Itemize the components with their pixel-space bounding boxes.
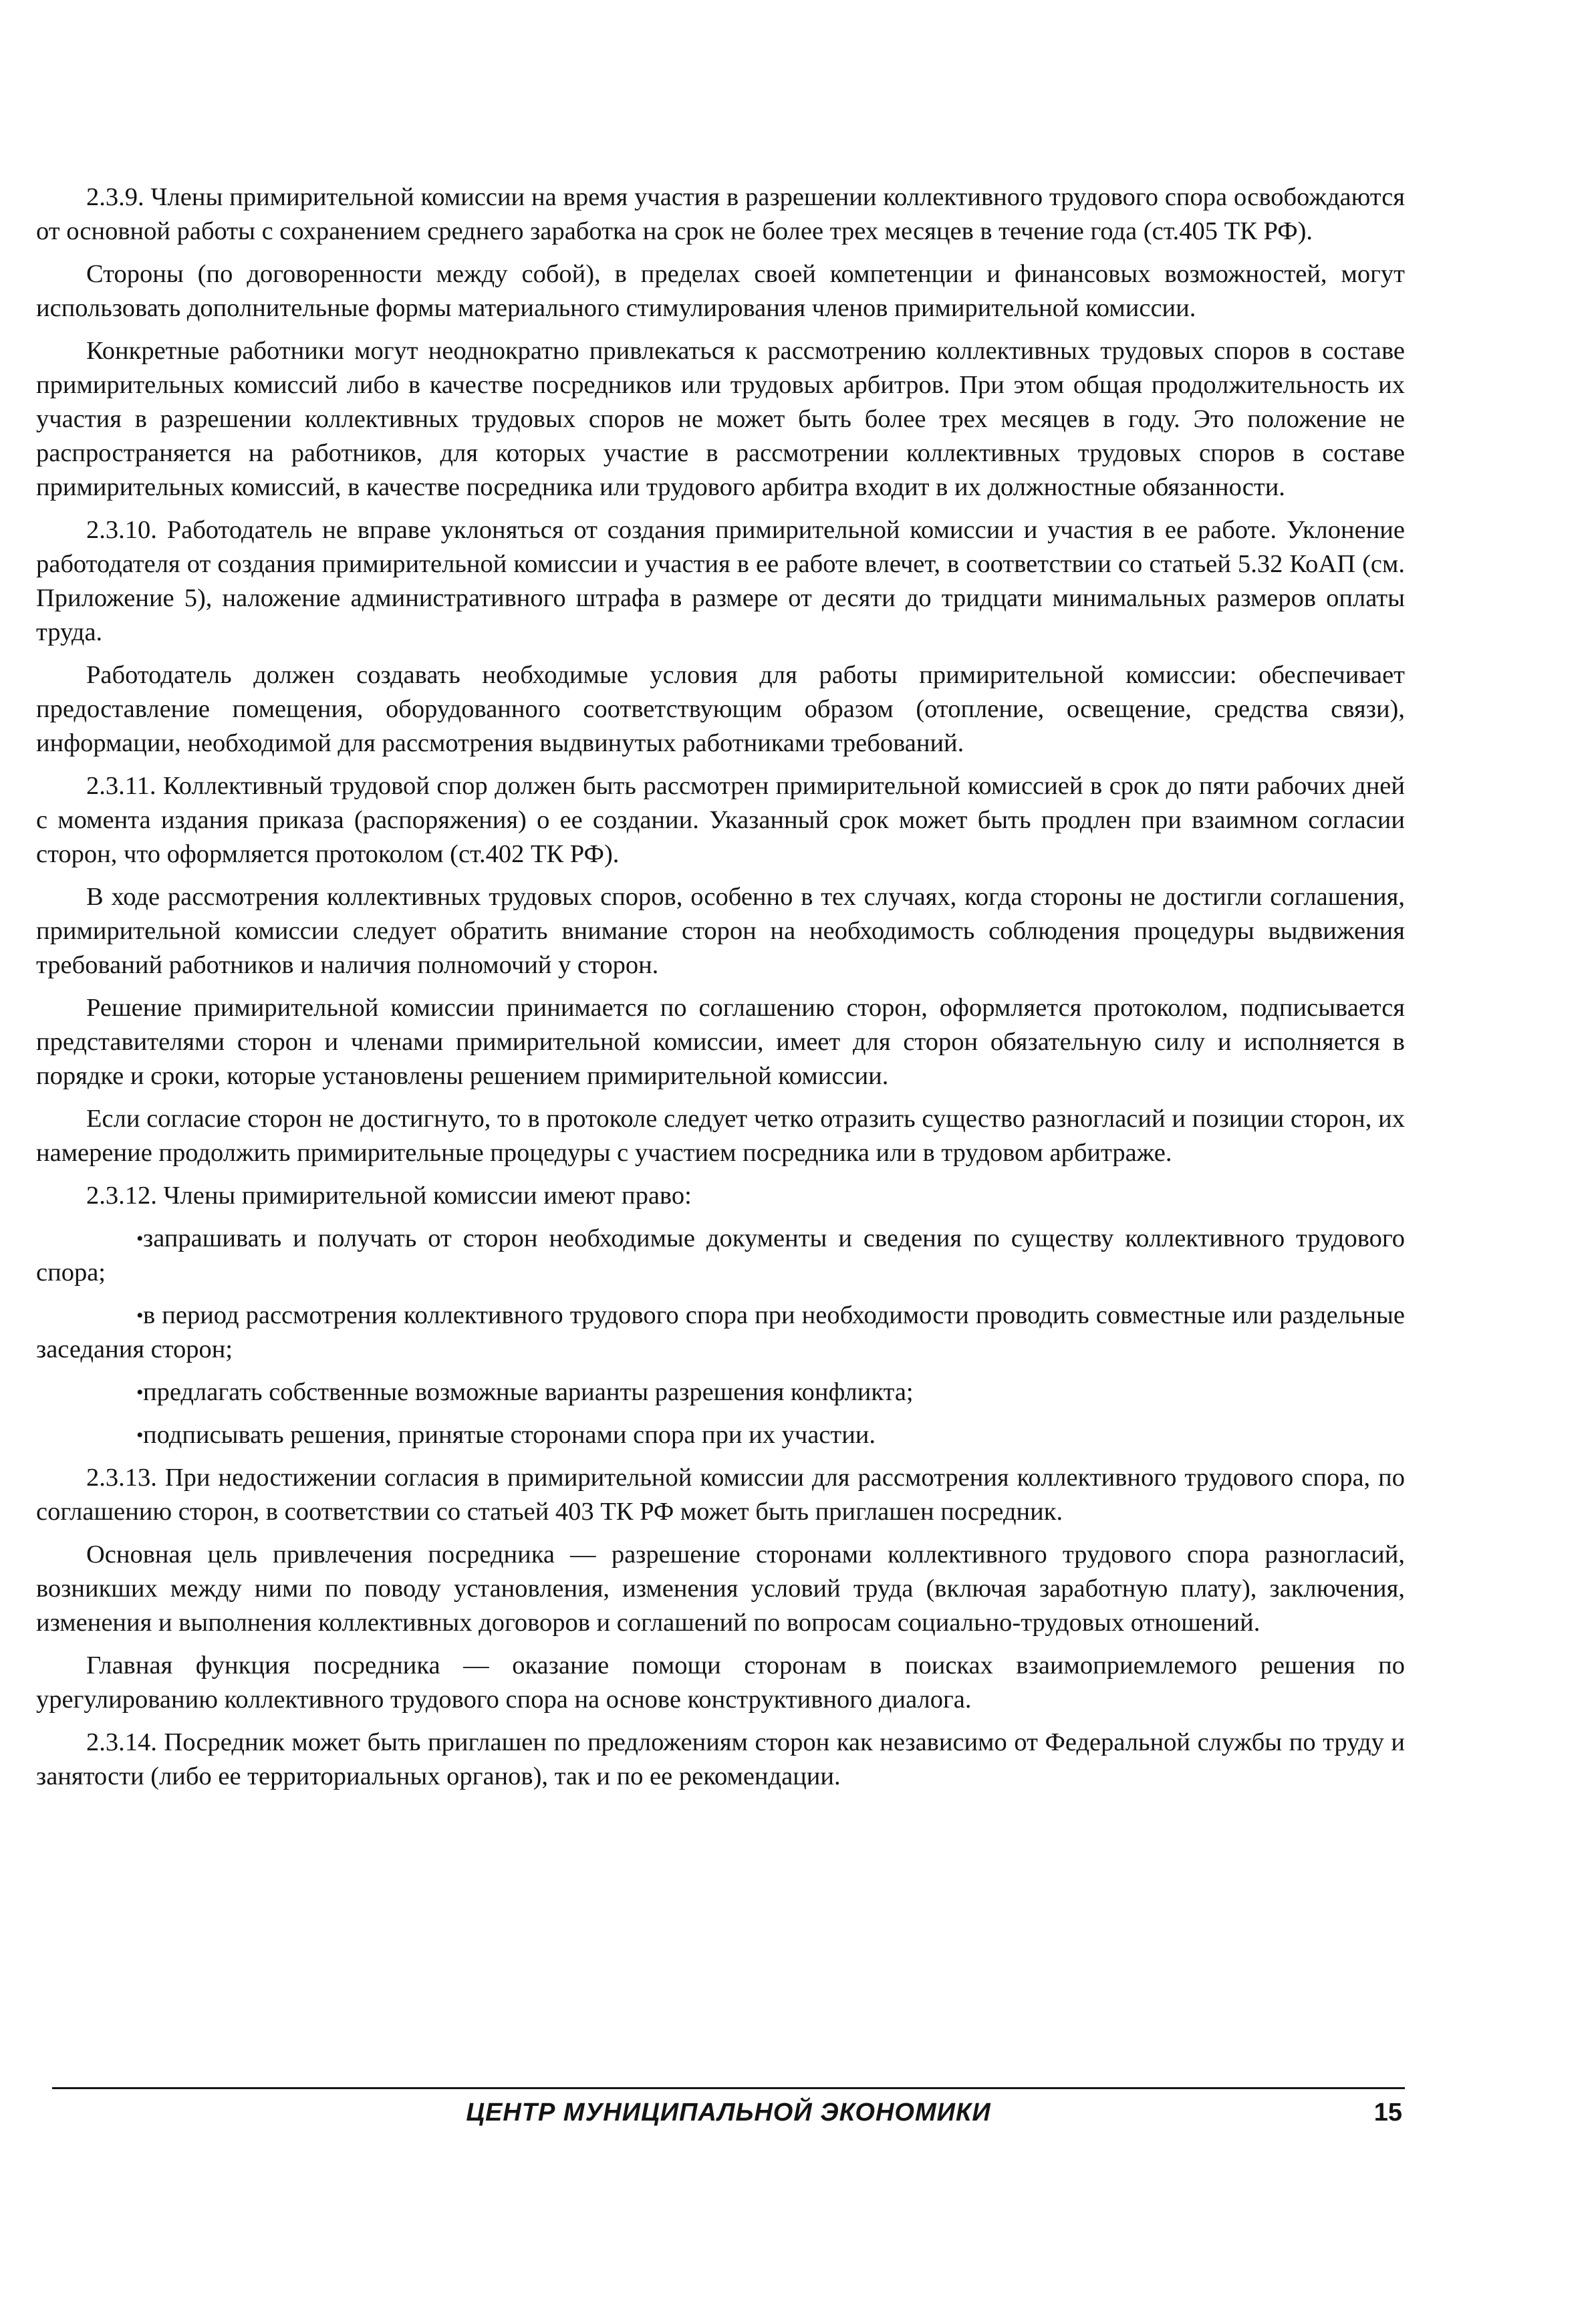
footer-title: ЦЕНТР МУНИЦИПАЛЬНОЙ ЭКОНОМИКИ: [466, 2099, 991, 2127]
paragraph: Основная цель привлечения посредника — разрешение сторонами коллективного трудового спора разногласий, возникших между ними по поводу установления, изменения условий труда (включая заработную плату), заключения, изменения и выполнения коллективных договоров и соглашений по вопросам социально-трудовых отношений.: [36, 1540, 1405, 1637]
page-number: 15: [1373, 2099, 1402, 2127]
paragraph: Главная функция посредника — оказание помощи сторонам в поисках взаимоприемлемого решения по урегулированию коллективного трудового спора на основе конструктивного диалога.: [36, 1651, 1405, 1714]
paragraph: Работодатель должен создавать необходимые условия для работы примирительной комиссии: обеспечивает предоставление помещения, оборудованного соответствующим образом (отопление, освещение, средства связи), информации, необходимой для рассмотрения выдвинутых работниками требований.: [36, 661, 1405, 757]
page-body: [36, 180, 1405, 1802]
paragraph: Стороны (по договоренности между собой), в пределах своей компетенции и финансовых возможностей, могут использовать дополнительные формы материального стимулирования членов примирительной комиссии.: [36, 260, 1405, 322]
paragraph: 2.3.12. Члены примирительной комиссии имеют право:: [86, 1182, 692, 1210]
paragraph: 2.3.13. При недостижении согласия в примирительной комиссии для рассмотрения коллективного трудового спора, по соглашению сторон, в соответствии со статьей 403 ТК РФ может быть приглашен посредник.: [36, 1464, 1405, 1526]
paragraph: 2.3.10. Работодатель не вправе уклоняться от создания примирительной комиссии и участия в ее работе. Уклонение работодателя от создания примирительной комиссии и участия в ее работе влечет, в соответствии со статьей 5.32 КоАП (см. Приложение 5), наложение административного штрафа в размере от десяти до тридцати минимальных размеров оплаты труда.: [36, 516, 1405, 646]
list-item: [36, 1375, 1405, 1409]
list-item-text: в период рассмотрения коллективного трудового спора при необходимости проводить совместные или раздельные заседания сторон;: [36, 1301, 1405, 1363]
paragraph: 2.3.9. Члены примирительной комиссии на время участия в разрешении коллективного трудового спора освобождаются от основной работы с сохранением среднего заработка на срок не более трех месяцев в течение года (ст.405 ТК РФ).: [36, 183, 1405, 245]
bullet-icon: •: [136, 1228, 144, 1250]
list-item-text: запрашивать и получать от сторон необходимые документы и сведения по существу коллективного трудового спора;: [36, 1224, 1405, 1287]
list-item: [36, 1418, 1405, 1452]
footer-divider: [52, 2087, 1405, 2089]
bullet-icon: •: [136, 1381, 144, 1403]
bullet-icon: •: [136, 1424, 144, 1446]
paragraph: 2.3.11. Коллективный трудовой спор должен быть рассмотрен примирительной комиссией в срок до пяти рабочих дней с момента издания приказа (распоряжения) о ее создании. Указанный срок может быть продлен при взаимном согласии сторон, что оформляется протоколом (ст.402 ТК РФ).: [36, 772, 1405, 868]
list-item-text: подписывать решения, принятые сторонами спора при их участии.: [143, 1421, 876, 1449]
list-item: [36, 1299, 1405, 1367]
rights-list: [36, 1222, 1405, 1452]
paragraph: Решение примирительной комиссии принимается по соглашению сторон, оформляется протоколом, подписывается представителями сторон и членами примирительной комиссии, имеет для сторон обязательную силу и исполняется в порядке и сроки, которые установлены решением примирительной комиссии.: [36, 994, 1405, 1090]
paragraph: 2.3.14. Посредник может быть приглашен по предложениям сторон как независимо от Федеральной службы по труду и занятости (либо ее территориальных органов), так и по ее рекомендации.: [36, 1728, 1405, 1790]
list-item: [36, 1222, 1405, 1290]
paragraph: Если согласие сторон не достигнуто, то в протоколе следует четко отразить существо разногласий и позиции сторон, их намерение продолжить примирительные процедуры с участием посредника или в трудовом арбитраже.: [36, 1105, 1405, 1167]
list-item-text: предлагать собственные возможные варианты разрешения конфликта;: [143, 1378, 914, 1406]
paragraph: Конкретные работники могут неоднократно привлекаться к рассмотрению коллективных трудовых споров в составе примирительных комиссий либо в качестве посредников или трудовых арбитров. При этом общая продолжительность их участия в разрешении коллективных трудовых споров не может быть более трех месяцев в году. Это положение не распространяется на работников, для которых участие в рассмотрении коллективных трудовых споров в составе примирительных комиссий, в качестве посредника или трудового арбитра входит в их должностные обязанности.: [36, 337, 1405, 501]
paragraph: В ходе рассмотрения коллективных трудовых споров, особенно в тех случаях, когда стороны не достигли соглашения, примирительной комиссии следует обратить внимание сторон на необходимость соблюдения процедуры выдвижения требований работников и наличия полномочий у сторон.: [36, 883, 1405, 979]
bullet-icon: •: [136, 1305, 144, 1327]
